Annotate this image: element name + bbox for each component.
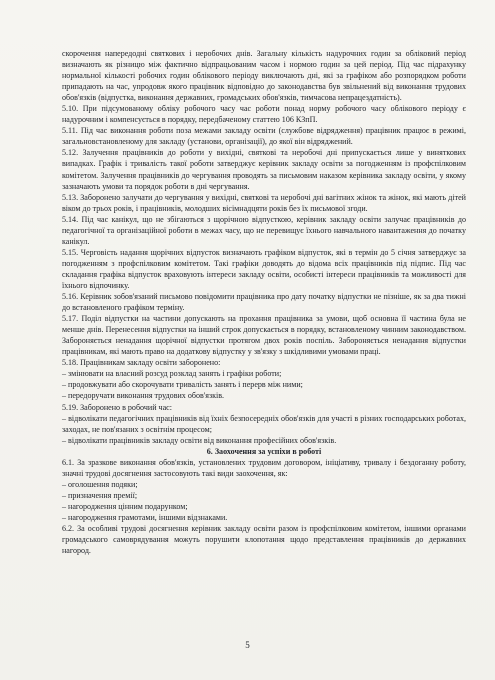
paragraph: 5.12. Залучення працівників до роботи у вихідні, святкові та неробочі дні припускається лише у виняткових випадках. Графік і тривалість такої роботи затверджує керівник закладу освіти за погодженням із профспілковим комітетом. Залучення працівників до чергування проводять за письмовим наказом керівника закладу освіти, у якому зазначають умови та порядок роботи в дні чергування. (62, 148, 466, 191)
list-item: – відволікати працівників закладу освіти від виконання професійних обов'язків. (62, 435, 337, 445)
list-item: – змінювати на власний розсуд розклад занять і графіки роботи; (62, 369, 282, 379)
paragraph: 5.13. Заборонено залучати до чергування у вихідні, святкові та неробочі дні вагітних жінок та жінок, які мають дітей віком до трьох років, і працівників, молодших вісімнадцяти років без їх письмової згоди. (62, 192, 466, 213)
list-item: – призначення премії; (62, 490, 138, 500)
paragraph: 5.10. При підсумованому обліку робочого часу час роботи понад норму робочого часу облікового періоду є надурочним і компенсується в порядку, передбаченому статтею 106 КЗпП. (62, 104, 466, 125)
paragraph: 5.14. Під час канікул, що не збігаються з щорічною відпусткою, керівник закладу освіти залучає працівників до педагогічної та організаційної роботи в межах часу, що не перевищує їхнього навчального навантаження до початку канікул. (62, 214, 466, 246)
page-number: 5 (245, 640, 250, 650)
paragraph: 5.19. Заборонено в робочий час: (62, 402, 172, 412)
document-body (62, 48, 466, 556)
paragraph: скорочення напередодні святкових і неробочих днів. Загальну кількість надурочних годин за обліковий період визначають як різницю між фактично відпрацьованим часом і нормою годин за цей період. Під час підрахунку нормальної кількості робочих годин облікового періоду виключають дні, які за графіком або розпорядком роботи припадають на час, упродовж якого працівник відповідно до законодавства був звільнений від виконання трудових обов'язків (відпустка, виконання державних, громадських обов'язків, тимчасова непрацездатність). (62, 49, 466, 103)
paragraph: 5.17. Поділ відпустки на частини допускають на прохання працівника за умови, щоб основна її частина була не менше днів. Перенесення відпустки на інший строк допускається в порядку, встановленому чинним законодавством. Забороняється ненадання щорічної відпустки протягом двох років поспіль. Забороняється ненадання відпустки працівникам, які мають право на додаткову відпустку у зв'язку з шкідливими умовами праці. (62, 314, 466, 357)
list-item: – нагородження цінним подарунком; (62, 501, 188, 511)
paragraph: 5.11. Під час виконання роботи поза межами закладу освіти (службове відрядження) працівник працює в режимі, загальновстановленому для закладу (установи, організації), до якої він відряджений. (62, 126, 466, 147)
list-item: – передоручати виконання трудових обов'язків. (62, 391, 225, 401)
list-item: – нагородження грамотами, іншими відзнаками. (62, 512, 228, 522)
paragraph: 5.16. Керівник зобов'язаний письмово повідомити працівника про дату початку відпустки не пізніше, як за два тижні до встановленого графіком терміну. (62, 292, 466, 313)
paragraph: 6.2. За особливі трудові досягнення керівник закладу освіти разом із профспілковим комітетом, іншими органами громадського самоврядування можуть порушити клопотання щодо представлення працівників до державних нагород. (62, 524, 466, 556)
paragraph: 6.1. За зразкове виконання обов'язків, установлених трудовим договором, ініціативу, тривалу і бездоганну роботу, значні трудові досягнення застосовують такі види заохочення, як: (62, 457, 466, 478)
list-item: – відволікати педагогічних працівників від їхніх безпосередніх обов'язків для участі в різних господарських роботах, заходах, не пов'язаних з освітнім процесом; (62, 413, 466, 434)
paragraph: 5.15. Черговість надання щорічних відпусток визначають графіком відпусток, які в термін до 5 січня затверджує за погодженням з профспілковим комітетом. Такі графіки доводять до відома всіх працівників під підпис. Під час складання графіка відпусток враховують інтереси закладу освіти, особисті інтереси працівників та можливості для їхнього відпочинку. (62, 247, 466, 290)
list-item: – продовжувати або скорочувати тривалість занять і перерв між ними; (62, 380, 303, 390)
list-item: – оголошення подяки; (62, 479, 138, 489)
section-heading: 6. Заохочення за успіхи в роботі (206, 446, 322, 456)
paragraph: 5.18. Працівникам закладу освіти заборонено: (62, 358, 221, 368)
